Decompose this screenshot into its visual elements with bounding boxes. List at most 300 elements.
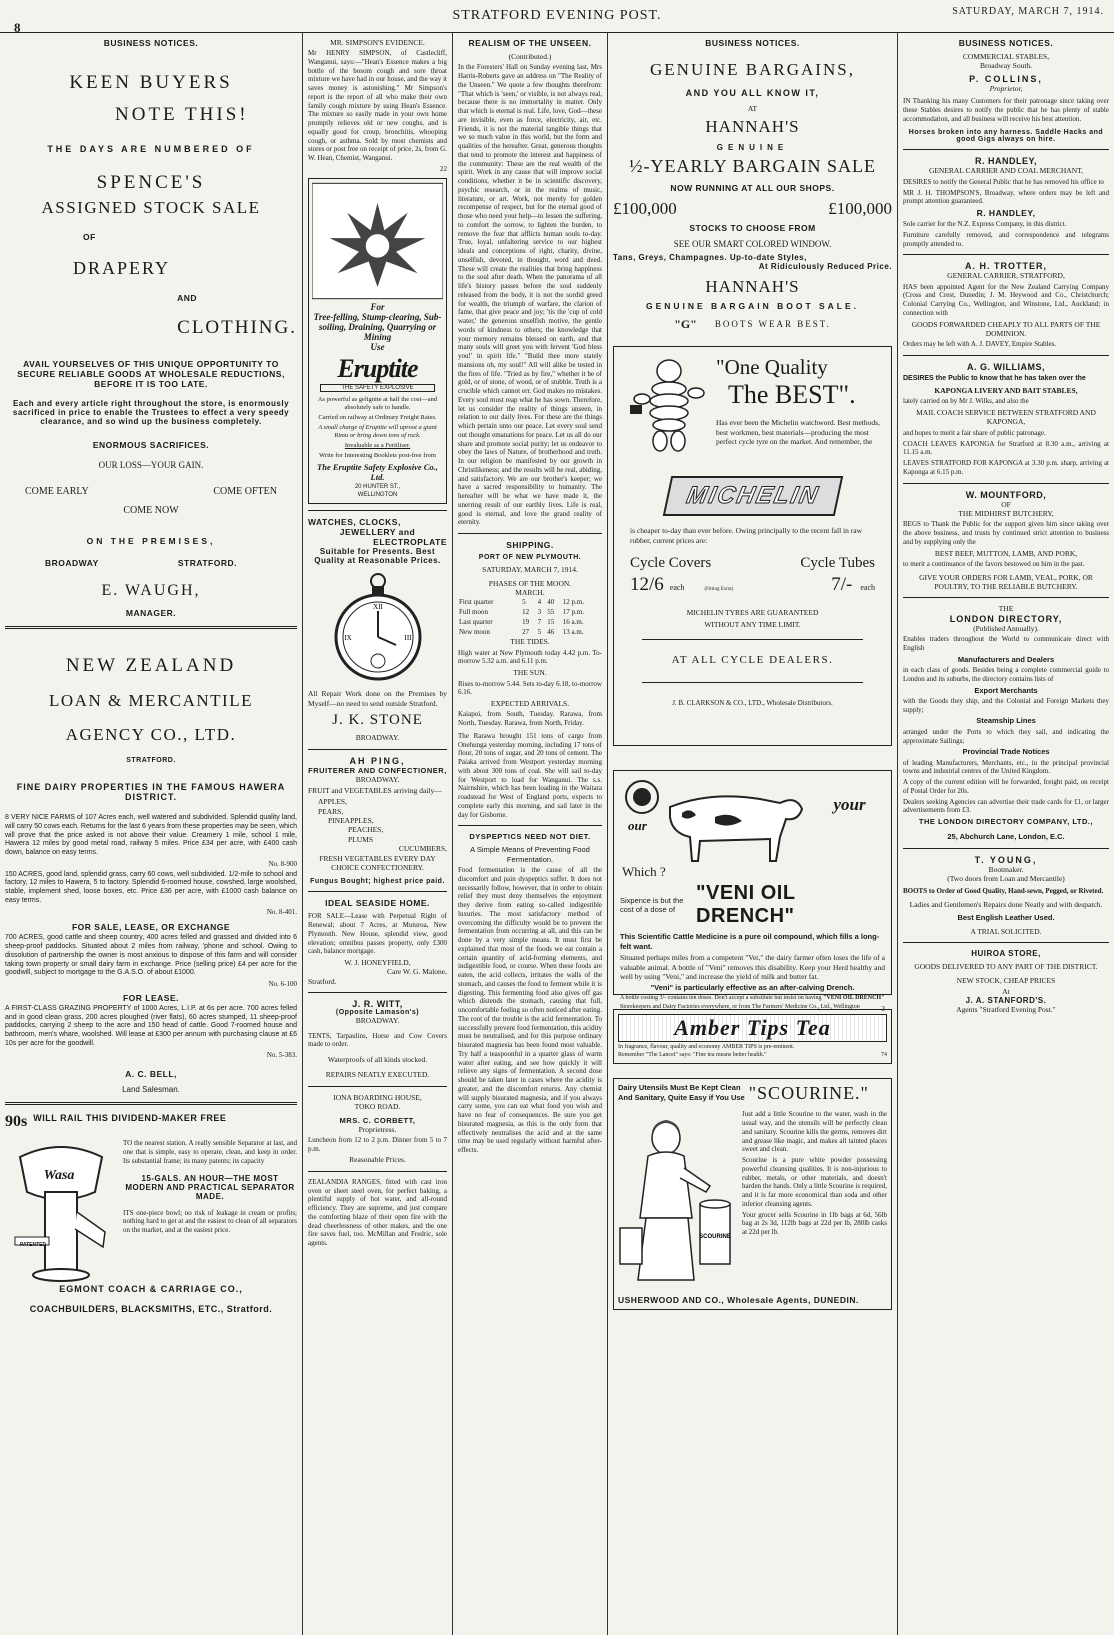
veni-your-block <box>814 777 885 886</box>
section-headline: SHIPPING. <box>506 540 554 551</box>
body-text: FOR SALE—Lease with Perpetual Right of Renewal; about 7 Acres, at Muturoa, New Plymouth. New House, splendid view, good elevation; omnibus passes property, only £300 cash, balance mortgage. <box>308 912 447 956</box>
address: BROADWAY. <box>355 733 400 743</box>
headline: LOAN & MERCANTILE <box>49 691 253 710</box>
wasa-logo: Wasa <box>43 1168 75 1184</box>
listing-number: No. 6-100 <box>268 980 297 988</box>
address: Broadway South. <box>979 61 1033 71</box>
body-text: LEAVES STRATFORD FOR KAPONGA at 3.30 p.m. sharp, arriving at Kaponga at 6.15 p.m. <box>903 459 1109 476</box>
nz-loan-advert <box>5 655 297 1094</box>
headline: GENUINE <box>716 143 789 153</box>
tagline: BOOTS WEAR BEST. <box>714 319 831 330</box>
business-name: IONA BOARDING HOUSE, <box>333 1092 422 1102</box>
address: WELLINGTON <box>357 492 398 499</box>
eruptite-advert <box>308 178 447 505</box>
covers-label: Cycle Covers <box>630 555 712 572</box>
come-row <box>5 486 297 497</box>
body-text: COACH LEAVES KAPONGA for Stratford at 8.30 a.m., arriving at 11.15 a.m. <box>903 439 1109 457</box>
body-text: For <box>370 301 385 312</box>
body-text: Situated perhaps miles from a competent "Vet," the dairy farmer often loses the life of a valuable animal. A bottle of "Veni" removes this disability. Keep your Herd healthy and well by using "Veni," and increase the yield of milk and butter fat. <box>620 953 885 981</box>
section-heading: FOR LEASE. <box>122 992 179 1003</box>
body-text: A bottle costing 3/- contains ten doses. Don't accept a substitute but insist on having "VENI OIL DRENCH" <box>620 994 885 1001</box>
business-subtitle: FRUITERER AND CONFECTIONER, <box>308 765 447 775</box>
business-name: A. G. WILLIAMS, <box>967 362 1045 373</box>
business-name: R. HANDLEY, <box>974 156 1037 167</box>
section-heading: FINE DAIRY PROPERTIES IN THE FAMOUS HAWERA DISTRICT. <box>16 782 286 802</box>
body-text: Furniture carefully removed, and correspondence and telegrams promptly attended to. <box>903 230 1109 248</box>
body-text: This Scientific Cattle Medicine is a pure oil compound, which fills a long-felt want. <box>620 932 880 951</box>
body-text: As powerful as gelignite at half the cost—and absolutely safe to handle. <box>317 395 438 411</box>
table-row: Last quarter 19 7 15 16 a.m. <box>459 618 584 627</box>
page-number: 8 <box>14 20 21 35</box>
list-item: APPLES, <box>318 797 347 807</box>
body-text: AVAIL YOURSELVES OF THIS UNIQUE OPPORTUNITY TO SECURE RELIABLE GOODS AT WHOLESALE REDUCTIONS, BEFORE IT IS TOO LATE. <box>17 359 285 389</box>
listing-text: 8 VERY NICE FARMS of 107 Acres each, well watered and subdivided. Splendid quality land, will carry 50 cows each. Returns for the last 6 years from these properties may be seen, which will prove that the price asked is not above their value. Creamery 1 mile, school 1 mile, Hawera 12 miles by good metal road, railway 5 miles. Price £34 per acre, with £400 cash down, balance on easy terms. <box>5 814 297 856</box>
body-text: Tree-felling, Stump-clearing, Sub-soiling, Draining, Quarrying or Mining <box>313 311 442 342</box>
headline: GENUINE BARGAINS, <box>650 60 855 79</box>
price: 90s <box>5 1113 28 1131</box>
body-text: 15-GALS. AN HOUR—THE MOST MODERN AND PRACTICAL SEPARATOR MADE. <box>125 1173 295 1201</box>
body-text: Ladies and Gentlemen's Repairs done Neatly and with despatch. <box>909 900 1103 909</box>
body-text: GIVE YOUR ORDERS FOR LAMB, VEAL, PORK, OR POULTRY, TO THE RELIABLE BUTCHERY. <box>919 572 1093 591</box>
body-text: of leading Manufacturers, Merchants, etc., in the principal provincial towns and industrial centres of the United Kingdom. <box>903 758 1109 776</box>
each-label: each <box>669 583 685 593</box>
covers-price: 12/6 <box>630 574 664 596</box>
iona-advert <box>308 1093 447 1165</box>
body-text: All Repair Work done on the Premises by Myself—no need to send outside Stratford. <box>308 689 447 708</box>
body-text: and hopes to merit a fair share of public patronage. <box>903 428 1046 437</box>
proprietor-name: P. COLLINS, <box>969 73 1043 84</box>
body-text: TENTS, Tarpaulins, Horse and Cow Covers made to order. <box>308 1031 447 1049</box>
hannahs-advert <box>613 60 892 332</box>
headline: STRATFORD. <box>126 757 176 764</box>
body-text: Horses broken into any harness. Saddle Hacks and good Gigs always on hire. <box>908 129 1104 144</box>
dairy-woman-illustration <box>618 1108 736 1293</box>
headline: NEW ZEALAND <box>65 655 237 676</box>
spence-advert <box>5 72 297 618</box>
zealandia-ranges-advert: ZEALANDIA RANGES, fitted with cast iron oven or sheet steel oven, for perfect baking, a plentiful supply of hot water, and all-round efficiency. They are supreme, and just compare the comforting blaze of their open fire with the dead cheerlessness of other makes, and the one fire saves fuel, too. McMillan and Fredric, sole agents. <box>308 1177 447 1247</box>
body-text: Orders may be left with A. J. DAVEY, Empire Stables. <box>903 340 1057 349</box>
headline: WILL RAIL THIS DIVIDEND-MAKER FREE <box>33 1113 227 1124</box>
article-headline: REALISM OF THE UNSEEN. <box>468 38 592 48</box>
body-text: Sixpence is but the cost of a dose of <box>620 896 684 915</box>
proprietor-title: Proprietor, <box>989 83 1023 93</box>
column-2 <box>303 32 452 1635</box>
proprietor-name: MRS. C. CORBETT, <box>339 1115 416 1125</box>
subheading: THE SUN. <box>513 668 547 678</box>
masthead <box>0 0 1114 33</box>
column-5 <box>898 32 1114 1635</box>
body-text: is cheaper to-day than ever before. Owing principally to the recent fall in raw rubber, current prices are: <box>630 526 862 545</box>
come-now: COME NOW <box>123 505 179 516</box>
business-subtitle: (Opposite Lamason's) <box>335 1009 420 1017</box>
body-text: High water at New Plymouth today 4.42 p.m. To-morrow 5.32 a.m. and 6.11 p.m. <box>458 648 602 666</box>
headline: DRAPERY <box>73 258 171 278</box>
each-label: each <box>860 583 875 593</box>
section-header: BUSINESS NOTICES. <box>103 38 199 48</box>
headline: NOTE THIS! <box>115 104 249 125</box>
scourine-top-text <box>618 1083 745 1102</box>
body-text: Each and every article right throughout the store, is enormously sacrificed in price to enable the Trustees to effect a very speedy clearance, and so wind up the business completely. <box>12 399 290 426</box>
business-subtitle: Bootmaker. <box>988 864 1024 874</box>
table-row: Full moon 12 3 55 17 p.m. <box>459 608 584 617</box>
svg-text:IX: IX <box>343 634 352 643</box>
collins-advert <box>903 52 1109 143</box>
subheading: (Published Annually). <box>973 623 1039 633</box>
body-text: Storekeepers and Dairy Factories everywhere, or from The Farmers' Medicine Co., Ltd., Wellington <box>620 1004 860 1011</box>
body-text: Dairy Utensils Must Be Kept Clean <box>618 1083 741 1093</box>
body-text: Your grocer sells Scourine in 1lb bags at 6d, 56lb bag at 2s 3d, 112lb bags at 22d per lb, 280lb casks at 22d per lb. <box>742 1210 887 1237</box>
column-1 <box>0 32 302 1635</box>
headline: MR. SIMPSON'S EVIDENCE. <box>330 38 425 47</box>
body-text: Use <box>370 341 385 352</box>
headline: STOCKS TO CHOOSE FROM <box>689 223 816 234</box>
article-byline: (Contributed.) <box>508 52 552 61</box>
business-name: T. YOUNG, <box>974 854 1038 865</box>
headline: IDEAL SEASIDE HOME. <box>325 898 430 909</box>
svg-text:SCOURINE: SCOURINE <box>699 1234 731 1241</box>
business-name: AH PING, <box>349 755 406 766</box>
listing-number: No. 8-900 <box>268 859 297 868</box>
huiroa-advert <box>903 949 1109 1015</box>
fitting-note: (Fitting Extra) <box>704 587 734 593</box>
body-text: ENORMOUS SACRIFICES. <box>92 440 210 450</box>
business-name: J. A. STANFORD'S. <box>965 996 1047 1006</box>
mountford-advert <box>903 490 1109 592</box>
body-text: A small charge of Eruptite will uproot a giant Rimu or bring down tons of rock. <box>318 423 437 439</box>
body-text: REPAIRS NEATLY EXECUTED. <box>325 1070 430 1080</box>
body-text: At <box>1002 986 1010 996</box>
amount-row <box>613 199 892 219</box>
williams-advert <box>903 362 1109 476</box>
body-text: in each class of goods. Besides being a complete commercial guide to London and its suburbs, the directory contains lists of <box>903 666 1109 683</box>
subheading: Steamship Lines <box>976 716 1036 726</box>
body-text: Scourine is a pure white powder possessing powerful cleansing qualities. It is non-injurious to rubber, metals, or other materials, and doesn't harden the hands. Only a little Scourine is required, and it is far more economical than soda and other inferior cleansing agents. <box>742 1156 887 1208</box>
address: 20 HUNTER ST., <box>354 484 401 491</box>
headline: AGENCY CO., LTD. <box>65 725 237 744</box>
body-text: Waterproofs of all kinds stocked. <box>327 1055 428 1064</box>
listing-number: No. 5-383. <box>266 1050 297 1059</box>
boots-row <box>613 317 892 332</box>
headline: THE DAYS ARE NUMBERED OF <box>47 144 255 154</box>
headline: NOW RUNNING AT ALL OUR SHOPS. <box>670 183 835 194</box>
body-text: A TRIAL SOLICITED. <box>970 926 1042 936</box>
body-text: MICHELIN TYRES ARE GUARANTEED <box>686 608 819 618</box>
body-text: BEGS to Thank the Public for the support given him since taking over the above business, and trusts by continued strict attention to business and by supplying only the <box>903 520 1109 546</box>
subheading: Provincial Trade Notices <box>962 747 1050 757</box>
body-text: Reasonable Prices. <box>349 1155 406 1165</box>
article-headline: DYSPEPTICS NEED NOT DIET. <box>469 832 591 842</box>
brand-g: "G" <box>674 317 697 332</box>
headline: GENUINE BARGAIN BOOT SALE. <box>645 301 860 312</box>
body-text: Sole carrier for the N.Z. Express Company, in this district. <box>903 220 1067 228</box>
column-4 <box>608 32 897 1635</box>
scourine-header <box>618 1083 887 1104</box>
article-body: In the Foresters' Hall on Sunday evening last, Mrs Harris-Roberts gave an address on "The Reality of the Unseen." We quote a few thoughts therefrom: "That which is 'seen,' or visible, is not always real, because there is no immortality in matter. Only that which is eternal is real. Life, love, God—these are invisible, even as force, electricity, air, etc. Friends, it is not the material tangible things that we so much value in this world, but the form and qualities of the hereafter. Great, generous thoughts that tend to promote the interest and happiness of the community: These are the real wealth of the spirit. Work in any cause that will improve social conditions, whether it be in scientific discovery, psychic research, or in the realms of music, literature, or art. Work, not merely for golden recompense of respect, but for the eternal good of those who need your help—to lessen the suffering, to comfort the sorrow, to lighten the burden, to remove the fear that afflicts human souls to-day. True, loyal, unfaltering service to our highest ideals and conceptions of right, charity, divine, unselfish, devoted, in thought, word and deed. These will create the realities that bring happiness to the soul after death. When the panorama of all life's history passes before the soul suddenly released from the body, it is not the sordid greed for wealth, the triumph of warfare, the clarion of fame, that give peace and joy; 'tis the 'cup of cold water,' the generous unselfish motive, the gentle words of kindness to others; the knowledge that your memory remains blessed on earth, and that many souls will greet you with fervent 'God bless you!' in spirit life." "Build thee more stately mansions oh, my soul!" All will alike be tested in the fires of life. "Tried as by fire," whether it be of gold, or of stone, of wood, or of stubble. Truth is a crucible which cannot err. God makes no mistakes. Every soul must reap what he has sown. Therefore, let us consider the reality of things unseen, in relation to our daily lives. For these are the things which pertain unto our peace. Let every soul send out thought emanations for peace. Let us all do our share and promote social purity; let us endeavor to obey the laws of Nature, of brotherhood and truth. In our religion be manifested by our growth in Christlikeness; and the results will be real, abiding, and satisfactory. We are our brother's keeper; we have a sacred responsibility to humanity. The hereafter will be what we have made it, the unerring result of our earthly lives. Life is real, good is eternal, and love the grand reality of eternity. <box>458 63 602 527</box>
headline: AND <box>177 293 197 303</box>
table-row: First quarter 5 4 40 12 p.m. <box>459 598 584 607</box>
business-name: W. MOUNTFORD, <box>965 489 1047 500</box>
subheading: Manufacturers and Dealers <box>957 654 1055 664</box>
body-text: arranged under the Ports to which they sail, and indicating the approximate Sailings; <box>903 727 1109 745</box>
come-often: COME OFTEN <box>213 486 277 497</box>
address: (Two doors from Loan and Mercantile) <box>947 873 1065 883</box>
eruptite-logo: Eruptite <box>337 353 418 383</box>
body-text: FRUIT and VEGETABLES arriving daily— <box>308 785 442 795</box>
address-street: BROADWAY <box>45 558 99 568</box>
veni-footer <box>620 1004 885 1013</box>
body-text: Carried on railway at Ordinary Freight Rates. <box>318 413 437 421</box>
address: 25, Abchurch Lane, London, E.C. <box>947 832 1065 842</box>
proprietor-title: Proprietress. <box>358 1124 397 1134</box>
body-text: And Sanitary, Quite Easy if You Use <box>618 1092 745 1102</box>
subheading: PHASES OF THE MOON. <box>488 578 572 588</box>
pocket-watch-illustration <box>308 571 447 683</box>
body-text: Rises to-morrow 5.44. Sets to-day 6.18, to-morrow 6.16. <box>458 679 602 697</box>
michelin-top <box>622 355 883 466</box>
subheading: THE TIDES. <box>510 637 550 647</box>
scourine-footer: USHERWOOD AND CO., Wholesale Agents, DUNEDIN. <box>618 1295 859 1306</box>
section-header: BUSINESS NOTICES. <box>958 38 1054 48</box>
ah-ping-advert <box>308 756 447 886</box>
body-text: Luncheon from 12 to 2 p.m. Dinner from 5 to 7 p.m. <box>308 1135 447 1153</box>
list-item: PEARS, <box>318 806 344 816</box>
body-text: DESIRES to notify the General Public that he has removed his office to <box>903 177 1104 186</box>
wasa-advert <box>5 1113 297 1314</box>
signature-care: Care W. G. Malone, <box>387 967 447 977</box>
body-text: Enables traders throughout the World to communicate direct with English <box>903 635 1109 652</box>
michelin-advert <box>613 346 892 746</box>
list-item: PEACHES, <box>348 825 384 835</box>
table-row: New moon 27 5 46 13 a.m. <box>459 628 584 637</box>
body-text: FRESH VEGETABLES EVERY DAY <box>319 853 436 863</box>
section-header: BUSINESS NOTICES. <box>705 38 800 48</box>
slogan-line: The BEST". <box>728 380 856 410</box>
headline: AND YOU ALL KNOW IT, <box>685 88 820 98</box>
subheading: Export Merchants <box>974 685 1038 695</box>
body-text: Agents "Stratford Evening Post." <box>956 1005 1056 1015</box>
body-text: GOODS FORWARDED CHEAPLY TO ALL PARTS OF THE DOMINION. <box>911 319 1101 338</box>
issue-date: SATURDAY, MARCH 7, 1914. <box>952 6 1104 17</box>
michelin-wordmark <box>622 476 883 516</box>
body-text: Mr HENRY SIMPSON, of Castlecliff, Wanganui, says:—"Hean's Essence makes a big bottle of the bosom cough and sore throat mixture we have had in our house, and the way it saves money is astonishing." Mr Simpson's report is the report of all who make their own family cough mixture by using Hean's Essence. The mixture so easily made in your own home promptly relieves old or new coughs, and is equally good for croup, bronchitis, whooping cough, or asthma. Sold by most chemists and stores or post free on receipt of price, 2s, from G. W. Hean, Chemist, Wanganui. <box>308 49 447 162</box>
veni-our: our <box>628 818 647 834</box>
body-text: DESIRES the Public to know that he has taken over the <box>903 375 1086 383</box>
footer-name: COACHBUILDERS, BLACKSMITHS, ETC., Stratford. <box>29 1304 273 1315</box>
distributor: J. B. CLARKSON & CO., LTD., Wholesale Distributors. <box>672 698 833 707</box>
address: BROADWAY. <box>355 774 400 784</box>
column-3 <box>453 32 607 1635</box>
business-name: A. H. TROTTER, <box>965 261 1047 272</box>
body-text: CHOICE CONFECTIONERY. <box>331 862 424 872</box>
body-text: ON THE PREMISES, <box>86 536 216 546</box>
business-name: J. R. WITT, <box>352 999 403 1010</box>
business-subtitle: GENERAL CARRIER, STRATFORD, <box>947 271 1065 281</box>
headline: SPENCE'S <box>96 172 206 193</box>
body-text: Remember "The Lancet" says: "Fine tea means better health." <box>618 1051 767 1058</box>
body-text: Has ever been the Michelin watchword. Best methods, best workmen, best materials—producing the most perfect cycle tyre on the market. And remember, the <box>716 418 880 447</box>
scourine-product-name: "SCOURINE." <box>748 1083 869 1104</box>
manager-title: MANAGER. <box>125 608 177 618</box>
subheading: EXPECTED ARRIVALS. <box>490 699 570 708</box>
body-text: NEW STOCK, CHEAP PRICES <box>956 975 1056 985</box>
list-item: CUCUMBERS, <box>398 844 447 854</box>
body-text: Kaiapoi, from South, Tuesday. Rarawa, from North, Tuesday. Rarawa, from North, Friday. <box>458 710 602 728</box>
headline: SEE OUR SMART COLORED WINDOW. <box>673 239 832 250</box>
body-text: "Veni" is particularly effective as an after-calving Drench. <box>650 983 855 993</box>
veni-product-name: "VENI OIL DRENCH" <box>696 882 796 928</box>
amount: £100,000 <box>613 199 677 219</box>
listing-text: 150 ACRES, good land, splendid grass, carry 60 cows, well subdivided. 1/2-mile to school and factory, 12 miles to Hawera, 5 to factory. Splendid 6-roomed house, cowshed, large woolshed, stable, implement shed, loose boxes, etc. Price £36 per acre, with £1000 cash balance on easy terms. <box>5 870 297 904</box>
list-item: PINEAPPLES, <box>328 816 374 825</box>
body-text: BEST BEEF, MUTTON, LAMB, AND PORK, <box>934 548 1078 558</box>
headline: OF <box>83 232 96 242</box>
business-subtitle: GENERAL CARRIER AND COAL MERCHANT, <box>928 166 1084 176</box>
price-values <box>622 574 883 596</box>
body-text: lately carried on by Mr J. Wilks, and also the <box>903 397 1029 406</box>
business-name: COMMERCIAL STABLES, <box>962 52 1050 61</box>
dealers-line: AT ALL CYCLE DEALERS. <box>671 653 834 666</box>
body-text: to merit a continuance of the favors bestowed on him in the past. <box>903 559 1085 568</box>
witt-advert <box>308 999 447 1080</box>
body-text: Invaluable as a Fertiliser. <box>344 442 411 450</box>
scourine-advert <box>613 1078 892 1310</box>
trotter-advert <box>903 261 1109 349</box>
come-early: COME EARLY <box>25 486 89 497</box>
london-directory-advert <box>903 604 1109 841</box>
article-subheadline: A Simple Means of Preventing Food Fermentation. <box>470 845 590 864</box>
headline: HANNAH'S <box>705 277 800 297</box>
patented-label: PATENTED <box>19 1242 47 1249</box>
body-text: ITS one-piece bowl; no risk of leakage in cream or profits; nothing hard to get at and the easiest to clean of all separators on the market, and at the easiest price. <box>123 1208 297 1234</box>
wasa-headline-row <box>5 1113 297 1131</box>
michelin-man-illustration <box>622 355 716 466</box>
business-subtitle: OF <box>1001 499 1011 509</box>
subheading: MARCH. <box>515 587 545 597</box>
headline: CLOTHING. <box>177 317 297 338</box>
headline: Suitable for Presents. Best Quality at Reasonable Prices. <box>314 547 441 566</box>
body-text: MAIL COACH SERVICE BETWEEN STRATFORD AND KAPONGA, <box>916 408 1096 427</box>
body-text: HAS been appointed Agent for the New Zealand Carrying Company (Cross and Crest, Dunedin; J. M. Heywood and Co., Christchurch; Colonial Carrying Co., Wellington, and Winstone, Ltd., Auckland; in connection with <box>903 282 1109 317</box>
body-text: Dealers seeking Agencies can advertise their trade cards for £1, or larger advertisements from £3. <box>903 797 1109 815</box>
body-text: with the Goods they ship, and the Colonial and Foreign Markets they supply; <box>903 696 1109 714</box>
amber-tips-advert <box>613 1009 892 1064</box>
section-heading: FOR SALE, LEASE, OR EXCHANGE <box>71 922 231 933</box>
listing-text: A FIRST-CLASS GRAZING PROPERTY of 1000 Acres, L.I.P. at 6s per acre. 700 acres felled and in good clean grass, 200 acres ploughed (river flats), 60 acres stumped, 11 sheep-proof paddocks, carrying 2 sheep to the acre and 150 head of cattle. Good 7-roomed house and bathroom, men's whare, woolshed. Will lease at £300 per annum with purchasing clause at £6 10s per acre for the goodwill. <box>5 1004 297 1047</box>
company-name: THE LONDON DIRECTORY COMPANY, LTD., <box>918 817 1094 827</box>
slogan-line: "One Quality <box>716 355 828 380</box>
svg-text:XII: XII <box>372 603 383 612</box>
body-text: A copy of the current edition will be forwarded, freight paid, on receipt of Postal Order for 20s. <box>903 778 1109 795</box>
michelin-slogan <box>716 355 883 466</box>
headline: ELECTROPLATE <box>373 537 447 548</box>
business-subtitle: THE MIDHIRST BUTCHERY, <box>958 508 1054 518</box>
headline: HANNAH'S <box>705 117 800 137</box>
body-text: Best English Leather Used. <box>957 913 1055 923</box>
address: BROADWAY. <box>355 1016 400 1026</box>
body-text: BOOTS to Order of Good Quality, Hand-sewn, Pegged, or Riveted. <box>903 887 1104 896</box>
price-labels <box>622 555 883 572</box>
body-text: Fungus Bought; highest price paid. <box>310 878 445 886</box>
veni-your: your <box>833 795 866 815</box>
young-advert <box>903 855 1109 937</box>
ad-number: 3 <box>881 1004 885 1014</box>
ad-number: 22 <box>440 164 447 173</box>
signature: W. J. HONEYFIELD, <box>344 958 411 967</box>
headline: LONDON DIRECTORY, <box>949 613 1063 624</box>
body-text: TO the nearest station. A really sensible Separator at last, and one that is simple, easy to operate, clean, and keep in order. Its substantial frame; its many patents; its capacity <box>123 1139 297 1165</box>
body-text: WITHOUT ANY TIME LIMIT. <box>704 619 801 629</box>
seaside-advert <box>308 898 447 986</box>
listing-number: No. 8-401. <box>266 907 297 916</box>
veni-advert <box>613 770 892 1014</box>
business-name: J. K. STONE <box>332 712 423 729</box>
business-name: R. HANDLEY, <box>976 208 1036 218</box>
moon-table <box>458 597 602 637</box>
headline: THE <box>998 604 1014 614</box>
michelin-logo: MICHELIN <box>662 476 843 516</box>
body-text: IN Thanking his many Customers for their patronage since taking over these Stables desires to notify the public that he has plenty of stable accommodation, and all business will receive his best attention. <box>903 97 1109 123</box>
footer-name: EGMONT COACH & CARRIAGE CO., <box>59 1284 243 1295</box>
headline: AT <box>747 104 758 113</box>
tubes-label: Cycle Tubes <box>800 555 875 572</box>
veni-name-row <box>620 882 885 928</box>
dyspeptics-article <box>458 832 602 1155</box>
list-item: PLUMS <box>348 834 374 844</box>
headline: WATCHES, CLOCKS, <box>308 517 401 528</box>
veni-which: Which ? <box>622 864 666 880</box>
headline: At Ridiculously Reduced Price. <box>758 262 892 272</box>
shipping-section <box>458 540 602 819</box>
address-row <box>5 558 297 568</box>
stone-advert <box>308 517 447 742</box>
address-town: STRATFORD. <box>177 558 237 568</box>
body-text: OUR LOSS—YOUR GAIN. <box>98 460 204 470</box>
body-text: KAPONGA LIVERY AND BAIT STABLES, <box>934 385 1078 395</box>
headline: JEWELLERY and <box>339 527 416 538</box>
headline: Tans, Greys, Champagnes. Up-to-date Styles, <box>613 253 807 263</box>
body-text: In fragrance, flavour, quality and economy AMBER TIPS is pre-eminent. <box>618 1044 795 1051</box>
signature-title: Land Salesman. <box>122 1085 180 1095</box>
svg-text:III: III <box>404 634 411 643</box>
company-name: The Eruptite Safety Explosive Co., Ltd. <box>317 462 438 483</box>
business-name: HUIROA STORE, <box>971 949 1041 959</box>
shipping-date: SATURDAY, MARCH 7, 1914. <box>482 565 578 575</box>
body-text: Just add a little Scourine to the water, wash in the usual way, and the utensils will be perfectly clean and sanitary. Scourine kills the germs, removes dirt and grease like magic, and makes all tainted places sweet and clean. <box>742 1110 887 1154</box>
scourine-body <box>618 1108 887 1293</box>
body-text: The Rarawa brought 151 tons of cargo from Onehunga yesterday morning, including 17 tons of flour, 20 tons of sugar, and 20 tons of cement. The Paiaka arrived from Westport yesterday morning with about 300 tons of coal. She will sail to-day for Westport to load for Wanganui. The s.s. Nairnshire, which has been loading in the Waitara roadstead for West of England ports, expects to complete early this morning, and sail later in the day for Gisborne. <box>458 731 602 819</box>
port-name: PORT OF NEW PLYMOUTH. <box>478 554 582 562</box>
address: TOKO ROAD. <box>354 1102 401 1112</box>
body-text: Write for Interesting Booklets post-free from <box>319 452 436 460</box>
handley-advert <box>903 156 1109 248</box>
headline: KEEN BUYERS <box>69 72 233 93</box>
explosion-illustration <box>312 182 443 300</box>
produce-list <box>308 797 447 853</box>
headline: ASSIGNED STOCK SALE <box>41 198 261 217</box>
body-text: MR J. H. THOMPSON'S, Broadway, where orders may be left and prompt attention guaranteed. <box>903 188 1109 206</box>
scourine-text <box>742 1108 887 1293</box>
signature: A. C. BELL, <box>125 1069 177 1080</box>
headline: ½-YEARLY BARGAIN SALE <box>628 156 877 177</box>
amount: £100,000 <box>828 199 892 219</box>
tagline: THE SAFETY EXPLOSIVE <box>320 384 435 392</box>
tubes-price: 7/- <box>831 574 853 596</box>
manager-name: E. WAUGH, <box>101 582 201 599</box>
ad-number: 74 <box>881 1051 887 1058</box>
article-body: Food fermentation is the cause of all the discomfort and pain dyspeptics suffer. It does not necessarily follow, however, that in order to obtain relief they must deny themselves the enjoyment they derive from eating so-called indigestible luxuries. The most satisfactory method of overcoming the difficulty would be to prevent the fermentation from occurring at all, and this can be done by a very simple means. It must first be explained that most of the foods we eat contain a certain quantity of acid-forming elements, and indigestible food, or course. When these foods are eaten, the acid collects, irritates the walls of the stomach, and causes the food to ferment while it is digesting. This fermenting food also gives off gas which distends the stomach, causing that full, uncomfortable feeling so often noticed after eating. The root of the trouble is the acid fermentation. To successfully prevent food fermentation, this acidity must be neutralised, and for this purpose ordinary bisurated magnesia has been found most valuable. Try half a teaspoonful in a quarter glass of warm water after eating, and see how quickly it will relieve any signs of fermentation. A second dose should be taken later in cases where the acidity is greater, and the discomfort returns. Any chemist will supply bisurated magnesia, and if you always carry some, you can eat what food you wish and have no fear of consequences. Be sure you get bisurated magnesia, as this is the only form that effectively neutralises the acid and at the same time may be used regularly without harmful after-effects. <box>458 866 602 1155</box>
place: Stratford. <box>308 976 337 986</box>
body-text: GOODS DELIVERED TO ANY PART OF THE DISTRICT. <box>914 962 1098 972</box>
